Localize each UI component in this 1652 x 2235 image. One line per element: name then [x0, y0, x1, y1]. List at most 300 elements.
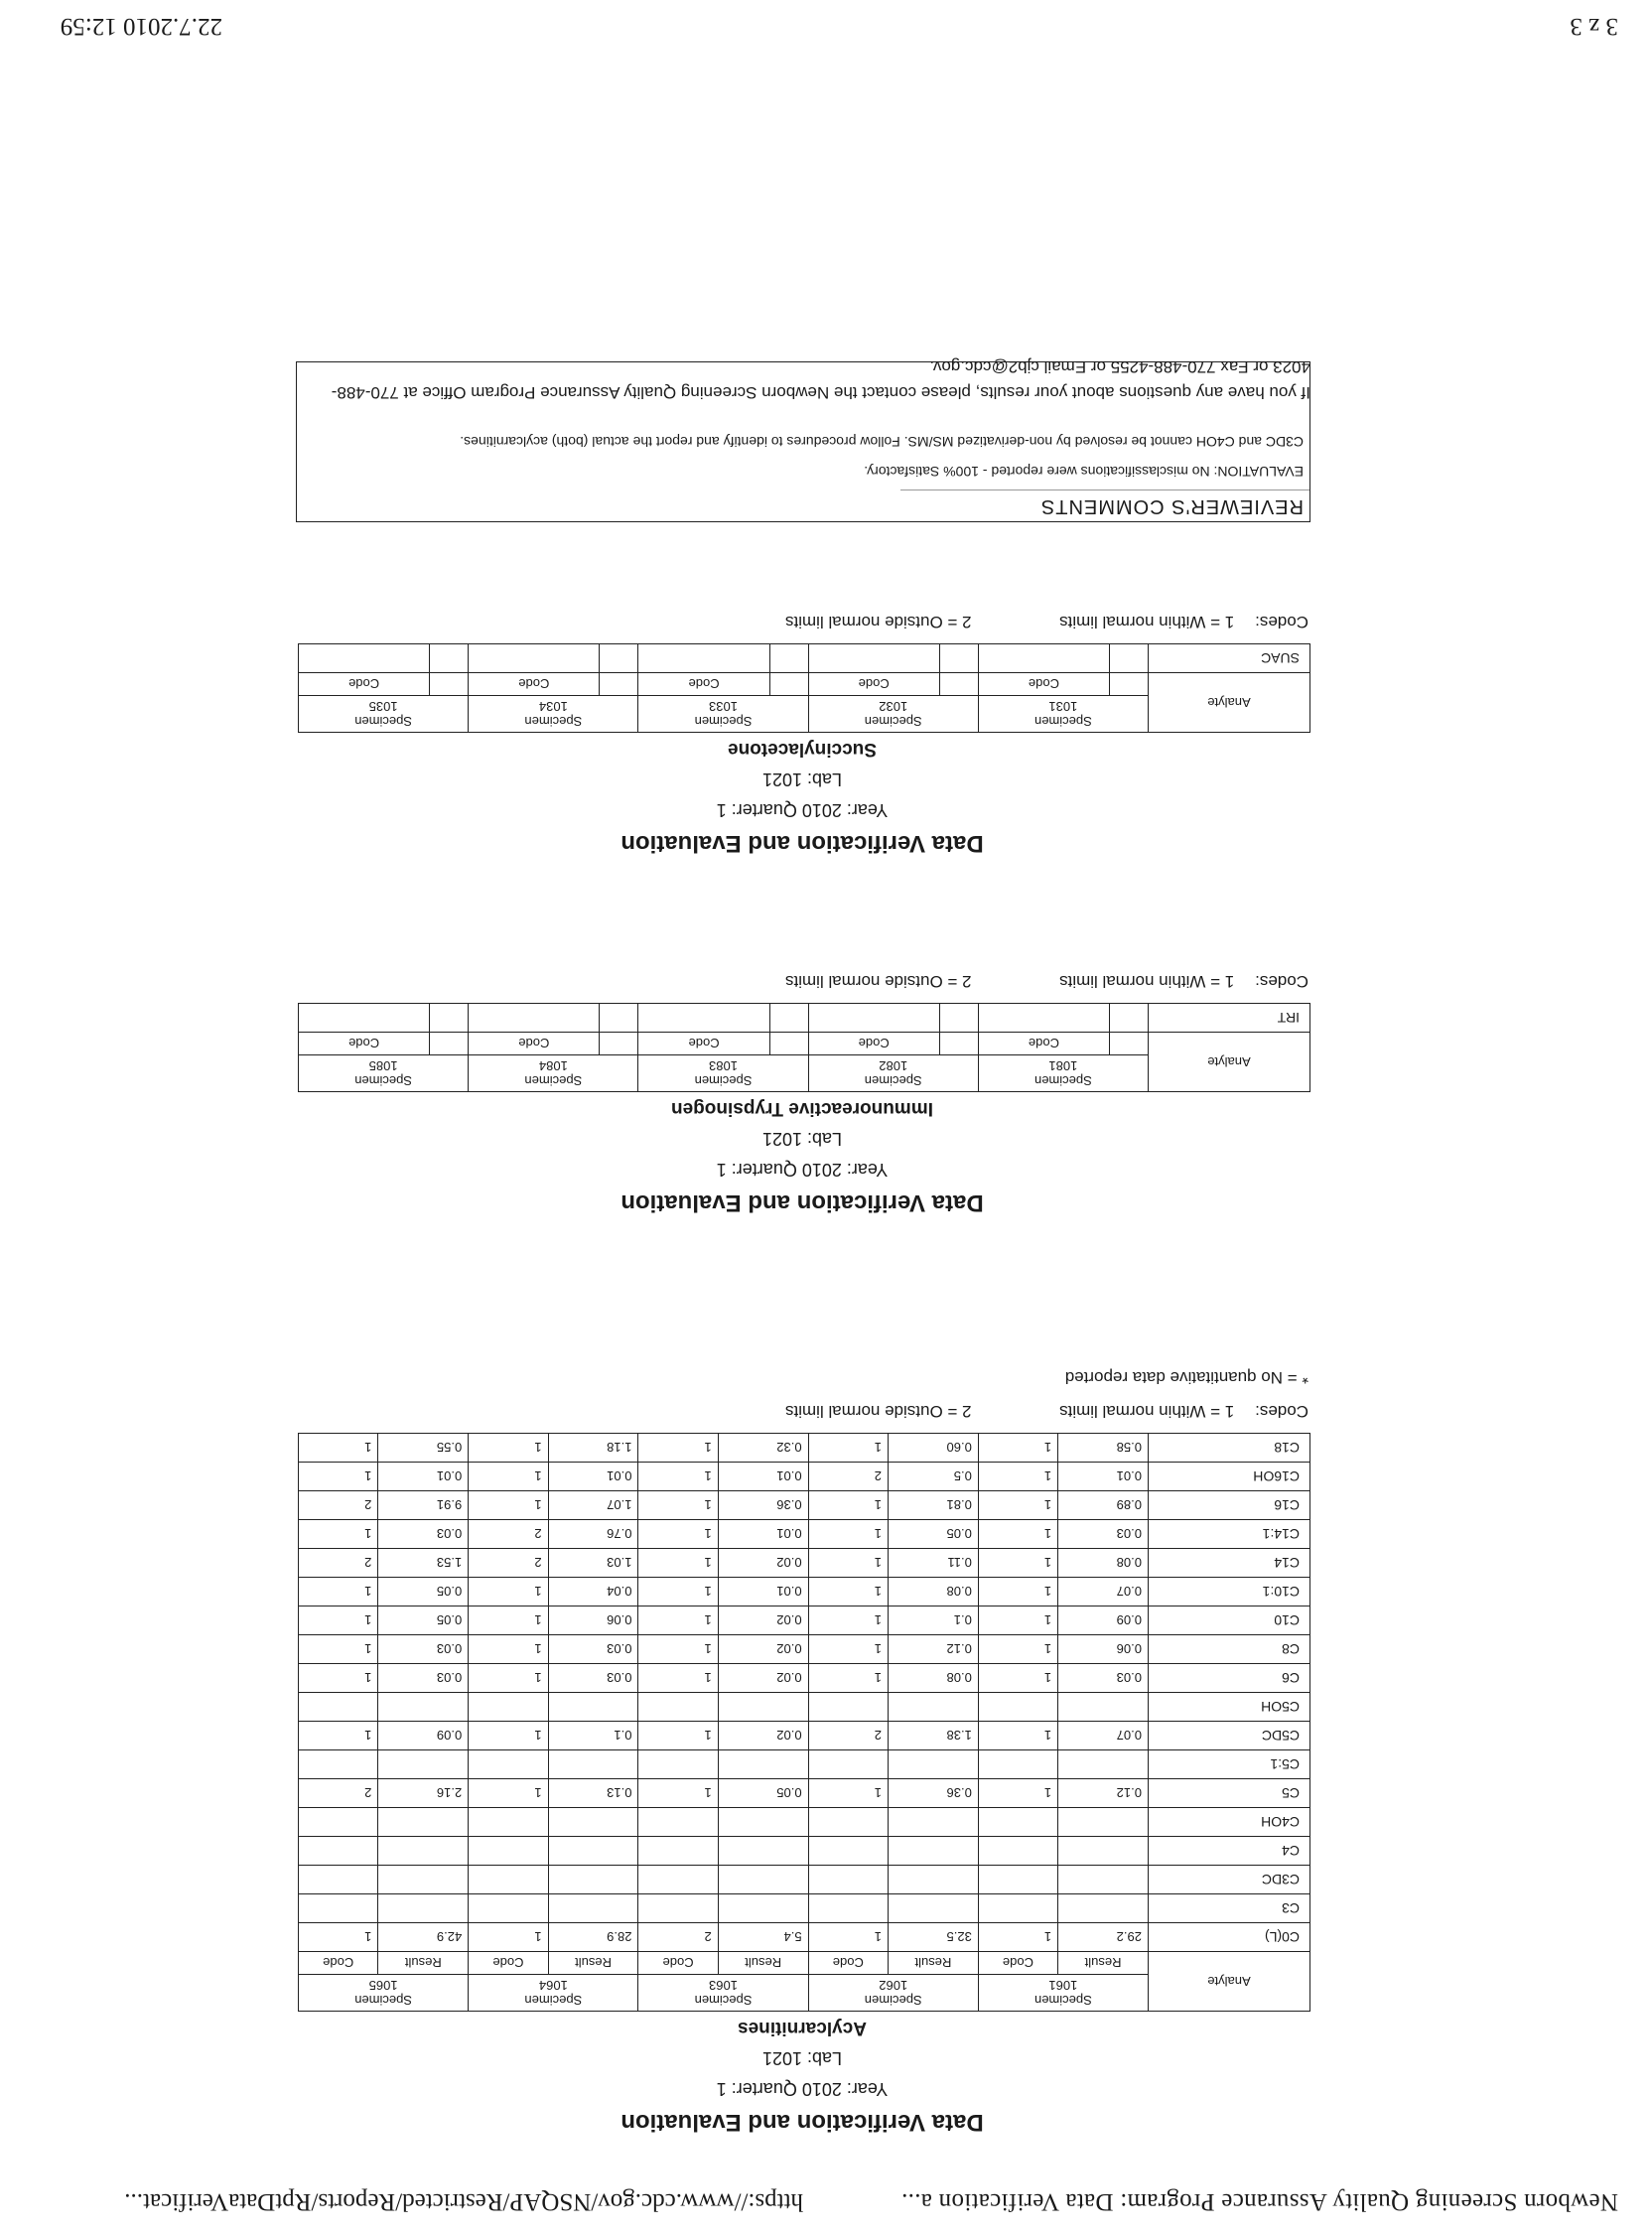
specimen-header: Specimen 1061	[978, 1975, 1148, 2012]
code-cell	[638, 1866, 718, 1894]
code-cell: 1	[299, 1578, 378, 1606]
analyte-cell: C16OH	[1149, 1463, 1310, 1491]
contact-info: If you have any questions about your results, please contact the Newborn Screening Quality Assurance Program Office at 770-488-4023 or Fax 770-488-4255 or Email cjb2@cdc.gov.	[331, 357, 1310, 402]
table-row	[299, 1750, 1310, 1779]
result-cell: 0.76	[548, 1520, 638, 1549]
code-cell: 1	[978, 1434, 1057, 1463]
specimen-header: Specimen 1032	[808, 696, 978, 733]
code-cell: 2	[299, 1779, 378, 1808]
code-header: Code	[978, 1033, 1109, 1055]
result-cell	[718, 1894, 808, 1923]
code-cell: 1	[469, 1635, 548, 1664]
result-cell: 0.58	[1058, 1434, 1149, 1463]
specimen-header: Specimen 1031	[978, 696, 1148, 733]
acylcarnitines-table	[298, 1433, 1310, 2012]
reviewer-comments-title: REVIEWER'S COMMENTS	[900, 489, 1309, 521]
code-cell	[808, 1004, 939, 1033]
code-header: Code	[469, 1033, 600, 1055]
section-title: Data Verification and Evaluation	[620, 2109, 984, 2136]
specimen-header: Specimen 1083	[638, 1055, 808, 1092]
result-cell	[888, 1808, 978, 1837]
blank-header	[1110, 1033, 1149, 1055]
specimen-header: Specimen 1065	[299, 1975, 469, 2012]
result-cell	[548, 1750, 638, 1779]
blank-header	[1110, 673, 1149, 696]
evaluation-text: EVALUATION: No misclassifications were reported - 100% Satisfactory.	[864, 464, 1304, 480]
blank-header	[430, 1033, 469, 1055]
table-row	[299, 1693, 1310, 1722]
code-cell: 1	[299, 1664, 378, 1693]
code-cell: 2	[808, 1722, 888, 1750]
table-row	[299, 1520, 1310, 1549]
codes-legend	[294, 612, 1310, 631]
code-cell	[299, 1808, 378, 1837]
code-cell: 1	[469, 1606, 548, 1635]
analyte-cell: C3	[1149, 1894, 1310, 1923]
code-cell: 1	[978, 1779, 1057, 1808]
result-cell: 0.03	[1058, 1664, 1149, 1693]
analyte-cell: C5OH	[1149, 1693, 1310, 1722]
code-cell	[978, 1750, 1057, 1779]
codes-label: Codes:	[1255, 1402, 1308, 1421]
code-header: Code	[299, 1033, 430, 1055]
no-quantitative-note: * = No quantitative data reported	[1064, 1368, 1308, 1387]
result-cell	[888, 1837, 978, 1866]
code-cell: 1	[978, 1520, 1057, 1549]
code-cell: 1	[808, 1635, 888, 1664]
code-cell: 1	[978, 1463, 1057, 1491]
analyte-cell: C16	[1149, 1491, 1310, 1520]
code-cell: 1	[808, 1491, 888, 1520]
result-cell	[1058, 1894, 1149, 1923]
code-cell: 2	[299, 1549, 378, 1578]
code-cell: 1	[808, 1434, 888, 1463]
code-cell	[978, 1693, 1057, 1722]
result-cell: 0.06	[1058, 1635, 1149, 1664]
section-title: Data Verification and Evaluation	[620, 1189, 984, 1216]
result-cell: 0.03	[378, 1520, 469, 1549]
result-cell: 0.09	[1058, 1606, 1149, 1635]
year-quarter: Year: 2010 Quarter: 1	[716, 1160, 889, 1180]
analyte-header: Analyte	[1149, 673, 1310, 733]
code-cell	[808, 1808, 888, 1837]
code-cell: 1	[469, 1923, 548, 1952]
print-datetime: 22.7.2010 12:59	[60, 13, 222, 40]
result-cell: 0.02	[718, 1664, 808, 1693]
code-header: Code	[808, 1952, 888, 1975]
result-cell: 0.12	[1058, 1779, 1149, 1808]
result-cell: 0.36	[718, 1491, 808, 1520]
result-header: Result	[548, 1952, 638, 1975]
result-cell	[718, 1866, 808, 1894]
code-cell: 1	[978, 1578, 1057, 1606]
succinylacetone-table	[298, 643, 1310, 733]
code-cell: 1	[638, 1491, 718, 1520]
result-cell: 0.02	[718, 1722, 808, 1750]
result-cell	[888, 1866, 978, 1894]
result-cell: 0.08	[1058, 1549, 1149, 1578]
result-cell	[718, 1693, 808, 1722]
specimen-header: Specimen 1062	[808, 1975, 978, 2012]
code-1-legend: 1 = Within normal limits	[1059, 613, 1235, 631]
code-cell: 1	[808, 1520, 888, 1549]
code-cell	[299, 1837, 378, 1866]
analyte-header: Analyte	[1149, 1033, 1310, 1092]
lab-id: Lab: 1021	[761, 2048, 843, 2068]
code-cell: 1	[299, 1434, 378, 1463]
result-cell	[1110, 1004, 1149, 1033]
code-cell	[978, 1894, 1057, 1923]
irt-table	[298, 1003, 1310, 1092]
table-row	[299, 1722, 1310, 1750]
code-cell: 2	[299, 1491, 378, 1520]
analyte-header: Analyte	[1149, 1952, 1310, 2012]
result-cell	[548, 1866, 638, 1894]
result-cell: 0.03	[1058, 1520, 1149, 1549]
result-cell: 0.36	[888, 1779, 978, 1808]
table-header-row	[299, 1055, 1310, 1092]
result-cell: 42.9	[378, 1923, 469, 1952]
table-row	[299, 1491, 1310, 1520]
table-row	[299, 1549, 1310, 1578]
result-cell: 32.5	[888, 1923, 978, 1952]
analyte-cell: SUAC	[1149, 644, 1310, 673]
result-cell: 0.03	[548, 1664, 638, 1693]
result-cell	[378, 1750, 469, 1779]
succinylacetone-section	[294, 612, 1310, 860]
code-cell	[469, 1894, 548, 1923]
code-cell: 1	[638, 1549, 718, 1578]
code-cell	[978, 1866, 1057, 1894]
code-cell	[299, 1004, 430, 1033]
analyte-cell: C18	[1149, 1434, 1310, 1463]
result-cell: 0.02	[718, 1635, 808, 1664]
code-cell	[808, 1894, 888, 1923]
result-cell: 0.02	[718, 1549, 808, 1578]
analyte-cell: C4	[1149, 1837, 1310, 1866]
analyte-cell: C10:1	[1149, 1578, 1310, 1606]
result-cell: 0.05	[888, 1520, 978, 1549]
result-cell	[1110, 644, 1149, 673]
code-cell: 1	[808, 1549, 888, 1578]
table-header-row	[299, 696, 1310, 733]
code-cell: 1	[299, 1923, 378, 1952]
table-row	[299, 1894, 1310, 1923]
result-cell	[378, 1837, 469, 1866]
code-header: Code	[808, 1033, 939, 1055]
code-cell	[469, 1693, 548, 1722]
code-cell	[469, 1808, 548, 1837]
result-cell: 9.91	[378, 1491, 469, 1520]
specimen-header: Specimen 1033	[638, 696, 808, 733]
result-cell: 0.04	[548, 1578, 638, 1606]
analyte-cell: C0(L)	[1149, 1923, 1310, 1952]
code-cell: 1	[978, 1606, 1057, 1635]
code-cell: 2	[469, 1549, 548, 1578]
code-cell: 1	[808, 1664, 888, 1693]
result-header: Result	[378, 1952, 469, 1975]
code-header: Code	[638, 673, 769, 696]
result-cell: 0.05	[718, 1779, 808, 1808]
section-subtitle: Immunoreactive Trypsinogen	[671, 1098, 933, 1119]
result-cell	[1058, 1693, 1149, 1722]
code-header: Code	[638, 1952, 718, 1975]
code-cell: 1	[978, 1923, 1057, 1952]
table-row	[299, 1635, 1310, 1664]
code-cell	[469, 1004, 600, 1033]
result-cell: 0.60	[888, 1434, 978, 1463]
blank-header	[769, 673, 808, 696]
result-cell: 0.07	[1058, 1722, 1149, 1750]
code-cell: 1	[299, 1606, 378, 1635]
code-cell: 1	[808, 1606, 888, 1635]
page-header-title: Newborn Screening Quality Assurance Program: Data Verification a...	[900, 2188, 1618, 2215]
analyte-cell: C14:1	[1149, 1520, 1310, 1549]
result-cell	[939, 1004, 978, 1033]
table-row	[299, 1923, 1310, 1952]
lab-id: Lab: 1021	[761, 1129, 843, 1149]
result-cell: 0.01	[1058, 1463, 1149, 1491]
code-cell	[469, 644, 600, 673]
result-cell	[1058, 1750, 1149, 1779]
code-cell	[299, 1750, 378, 1779]
table-row	[299, 1664, 1310, 1693]
code-cell: 1	[978, 1491, 1057, 1520]
table-row	[299, 1808, 1310, 1837]
code-cell: 1	[808, 1923, 888, 1952]
result-cell: 0.01	[718, 1463, 808, 1491]
result-cell: 29.2	[1058, 1923, 1149, 1952]
code-2-legend: 2 = Outside normal limits	[784, 972, 972, 991]
result-cell: 0.08	[888, 1664, 978, 1693]
page-header-url: https://www.cdc.gov/NSQAP/Restricted/Reports/RptDataVerificat...	[124, 2188, 803, 2215]
code-cell	[638, 1808, 718, 1837]
result-cell	[939, 644, 978, 673]
analyte-cell: C3DC	[1149, 1866, 1310, 1894]
result-cell	[888, 1894, 978, 1923]
analyte-cell: IRT	[1149, 1004, 1310, 1033]
lab-id: Lab: 1021	[761, 769, 843, 789]
code-cell: 1	[978, 1664, 1057, 1693]
specimen-header: Specimen 1034	[469, 696, 638, 733]
codes-label: Codes:	[1255, 972, 1308, 991]
code-cell: 1	[638, 1635, 718, 1664]
irt-table-body	[299, 1004, 1310, 1033]
acylcarnitines-table-body	[299, 1434, 1310, 1952]
code-cell: 1	[808, 1578, 888, 1606]
specimen-header: Specimen 1063	[638, 1975, 808, 2012]
table-row	[299, 1004, 1310, 1033]
code-header: Code	[469, 673, 600, 696]
result-cell	[430, 1004, 469, 1033]
code-header: Code	[978, 1952, 1057, 1975]
result-cell	[600, 1004, 638, 1033]
table-row	[299, 1463, 1310, 1491]
code-cell: 1	[638, 1606, 718, 1635]
result-cell: 0.03	[548, 1635, 638, 1664]
code-cell	[299, 1894, 378, 1923]
code-cell	[638, 1837, 718, 1866]
code-header: Code	[299, 673, 430, 696]
result-cell: 1.53	[378, 1549, 469, 1578]
analyte-cell: C4OH	[1149, 1808, 1310, 1837]
result-cell: 1.07	[548, 1491, 638, 1520]
code-cell: 1	[469, 1491, 548, 1520]
result-cell	[1058, 1866, 1149, 1894]
result-cell	[378, 1808, 469, 1837]
specimen-header: Specimen 1064	[469, 1975, 638, 2012]
result-cell	[548, 1837, 638, 1866]
result-cell: 0.89	[1058, 1491, 1149, 1520]
code-cell: 2	[808, 1463, 888, 1491]
code-header: Code	[638, 1033, 769, 1055]
result-cell: 0.11	[888, 1549, 978, 1578]
table-row	[299, 1578, 1310, 1606]
analyte-cell: C6	[1149, 1664, 1310, 1693]
code-header: Code	[808, 673, 939, 696]
result-cell: 0.02	[718, 1606, 808, 1635]
result-cell: 0.1	[548, 1722, 638, 1750]
code-header: Code	[299, 1952, 378, 1975]
result-cell: 0.03	[378, 1635, 469, 1664]
code-header: Code	[469, 1952, 548, 1975]
result-cell	[769, 644, 808, 673]
result-cell	[430, 644, 469, 673]
code-cell	[299, 1866, 378, 1894]
result-cell: 0.01	[718, 1520, 808, 1549]
code-cell: 1	[638, 1463, 718, 1491]
code-cell: 1	[638, 1520, 718, 1549]
result-cell	[1058, 1808, 1149, 1837]
code-cell: 1	[469, 1779, 548, 1808]
acylcarnitines-section	[294, 1367, 1310, 2139]
table-row	[299, 1837, 1310, 1866]
specimen-header: Specimen 1082	[808, 1055, 978, 1092]
result-cell: 5.4	[718, 1923, 808, 1952]
code-cell: 1	[808, 1779, 888, 1808]
code-cell: 2	[469, 1520, 548, 1549]
table-row	[299, 1866, 1310, 1894]
result-cell	[548, 1894, 638, 1923]
code-cell: 1	[638, 1722, 718, 1750]
year-quarter: Year: 2010 Quarter: 1	[716, 2079, 889, 2099]
code-cell: 1	[469, 1722, 548, 1750]
code-cell	[808, 1837, 888, 1866]
irt-section	[294, 971, 1310, 1219]
code-cell: 1	[469, 1463, 548, 1491]
blank-header	[769, 1033, 808, 1055]
code-cell: 1	[978, 1722, 1057, 1750]
code-cell	[808, 1693, 888, 1722]
code-cell	[808, 1866, 888, 1894]
code-cell: 1	[469, 1434, 548, 1463]
result-cell: 1.03	[548, 1549, 638, 1578]
succinylacetone-table-body	[299, 644, 1310, 673]
result-cell: 0.01	[378, 1463, 469, 1491]
code-cell: 1	[299, 1635, 378, 1664]
result-cell: 0.01	[548, 1463, 638, 1491]
code-cell	[469, 1866, 548, 1894]
code-cell	[299, 1693, 378, 1722]
blank-header	[600, 1033, 638, 1055]
result-cell	[378, 1866, 469, 1894]
code-cell: 1	[638, 1578, 718, 1606]
code-cell	[638, 1894, 718, 1923]
code-cell	[469, 1750, 548, 1779]
result-cell: 0.09	[378, 1722, 469, 1750]
code-cell	[638, 644, 769, 673]
analyte-cell: C5DC	[1149, 1722, 1310, 1750]
section-subtitle: Succinylacetone	[728, 739, 877, 760]
result-header: Result	[718, 1952, 808, 1975]
blank-header	[600, 673, 638, 696]
codes-legend	[294, 971, 1310, 991]
analyte-cell: C14	[1149, 1549, 1310, 1578]
result-cell: 0.05	[378, 1578, 469, 1606]
result-cell	[1058, 1837, 1149, 1866]
result-cell: 0.32	[718, 1434, 808, 1463]
result-header: Result	[888, 1952, 978, 1975]
code-cell	[638, 1750, 718, 1779]
blank-header	[430, 673, 469, 696]
blank-header	[939, 673, 978, 696]
result-cell	[718, 1808, 808, 1837]
table-row	[299, 1779, 1310, 1808]
code-1-legend: 1 = Within normal limits	[1059, 1402, 1235, 1421]
code-2-legend: 2 = Outside normal limits	[784, 1402, 972, 1421]
analyte-cell: C8	[1149, 1635, 1310, 1664]
code-cell: 1	[978, 1549, 1057, 1578]
result-cell: 0.05	[378, 1606, 469, 1635]
code-cell: 1	[299, 1463, 378, 1491]
analyte-cell: C10	[1149, 1606, 1310, 1635]
result-cell: 0.07	[1058, 1578, 1149, 1606]
result-cell	[718, 1750, 808, 1779]
code-cell: 1	[638, 1664, 718, 1693]
comment-note: C3DC and C4OH cannot be resolved by non-derivatized MS/MS. Follow procedures to identify and report the actual (both) acylcarnitines.	[460, 434, 1304, 450]
result-cell	[378, 1693, 469, 1722]
result-cell: 1.38	[888, 1722, 978, 1750]
code-1-legend: 1 = Within normal limits	[1059, 972, 1235, 991]
code-cell	[299, 644, 430, 673]
result-cell: 0.5	[888, 1463, 978, 1491]
result-cell: 0.01	[718, 1578, 808, 1606]
result-cell: 0.1	[888, 1606, 978, 1635]
code-cell	[978, 1004, 1109, 1033]
code-cell	[469, 1837, 548, 1866]
code-cell	[978, 1808, 1057, 1837]
result-cell	[769, 1004, 808, 1033]
code-2-legend: 2 = Outside normal limits	[784, 613, 972, 631]
code-cell	[978, 1837, 1057, 1866]
result-cell	[888, 1693, 978, 1722]
codes-label: Codes:	[1255, 613, 1308, 631]
result-cell: 2.16	[378, 1779, 469, 1808]
result-cell	[888, 1750, 978, 1779]
result-cell: 0.03	[378, 1664, 469, 1693]
analyte-cell: C5	[1149, 1779, 1310, 1808]
code-cell	[638, 1004, 769, 1033]
code-cell	[978, 644, 1109, 673]
code-cell: 1	[638, 1779, 718, 1808]
year-quarter: Year: 2010 Quarter: 1	[716, 800, 889, 820]
result-cell	[600, 644, 638, 673]
page-number: 3 z 3	[1570, 13, 1618, 40]
result-cell: 28.9	[548, 1923, 638, 1952]
result-cell: 0.12	[888, 1635, 978, 1664]
codes-legend	[294, 1401, 1310, 1421]
table-header-row	[299, 1975, 1310, 2012]
